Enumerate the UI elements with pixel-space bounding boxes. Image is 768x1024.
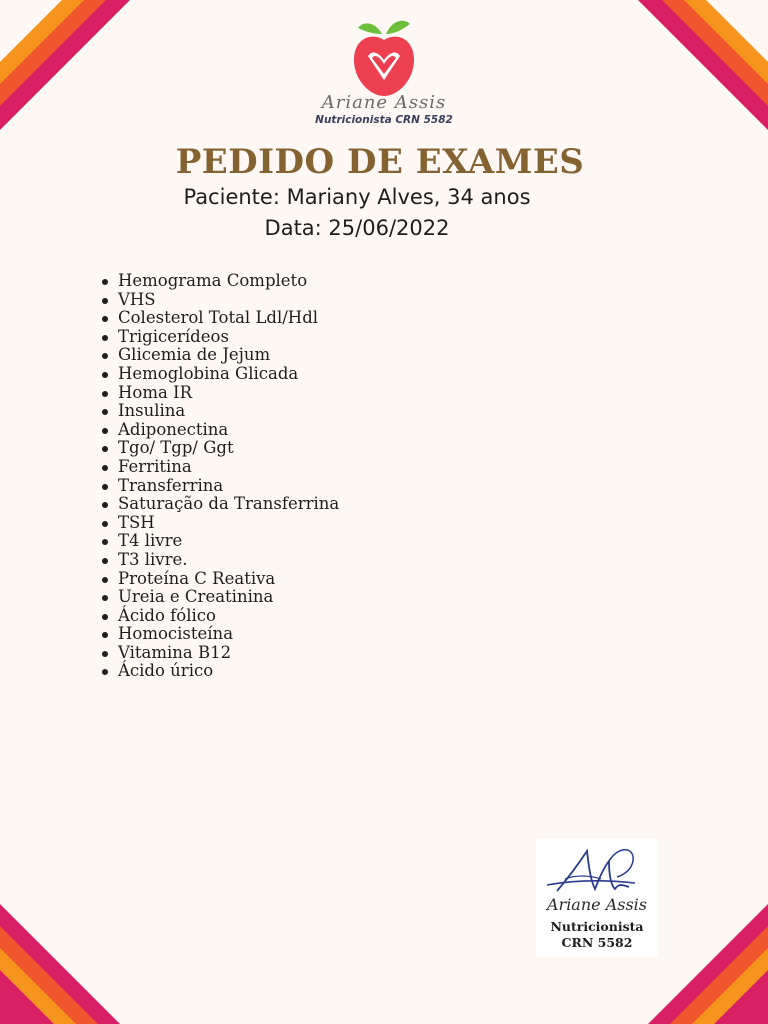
exam-label: Proteína C Reativa — [118, 568, 276, 588]
exam-item — [100, 309, 339, 328]
exam-item — [100, 402, 339, 421]
brand-subtitle: Nutricionista CRN 5582 — [315, 114, 453, 126]
exam-item — [100, 272, 339, 291]
bullet-icon — [102, 409, 108, 415]
bullet-icon — [102, 577, 108, 583]
exam-item — [100, 328, 339, 347]
exam-item — [100, 625, 339, 644]
exam-label: Adiponectina — [118, 419, 229, 439]
exam-label: Transferrina — [118, 475, 224, 495]
bullet-icon — [102, 335, 108, 341]
patient-line: Paciente: Mariany Alves, 34 anos — [183, 185, 531, 209]
brand-logo — [0, 12, 768, 126]
exam-label: Homa IR — [118, 382, 192, 402]
bullet-icon — [102, 446, 108, 452]
signature-title: Nutricionista — [550, 919, 644, 934]
bullet-icon — [102, 521, 108, 527]
bullet-icon — [102, 558, 108, 564]
document-title: PEDIDO DE EXAMES — [175, 142, 585, 182]
exam-item — [100, 551, 339, 570]
bullet-icon — [102, 502, 108, 508]
exam-label: Glicemia de Jejum — [118, 345, 271, 365]
exam-label: Homocisteína — [118, 624, 234, 644]
exam-label: VHS — [118, 289, 156, 309]
date-line: Data: 25/06/2022 — [264, 216, 450, 240]
exam-label: TSH — [118, 512, 155, 532]
exam-label: Ureia e Creatinina — [118, 587, 274, 607]
exam-item — [100, 532, 339, 551]
exam-label: T4 livre — [118, 531, 183, 551]
bullet-icon — [102, 539, 108, 545]
exam-item — [100, 439, 339, 458]
exam-label: Ácido fólico — [118, 605, 216, 625]
exam-label: T3 livre. — [118, 549, 188, 569]
exam-item — [100, 570, 339, 589]
exam-item — [100, 607, 339, 626]
bullet-icon — [102, 595, 108, 601]
exam-label: Hemograma Completo — [118, 271, 308, 290]
bullet-icon — [102, 465, 108, 471]
bullet-icon — [102, 614, 108, 620]
bullet-icon — [102, 279, 108, 285]
exam-label: Insulina — [118, 401, 186, 421]
bullet-icon — [102, 298, 108, 304]
exam-list — [100, 272, 339, 681]
exam-item — [100, 477, 339, 496]
bullet-icon — [102, 316, 108, 322]
bullet-icon — [102, 484, 108, 490]
exam-label: Hemoglobina Glicada — [118, 363, 299, 383]
bullet-icon — [102, 372, 108, 378]
exam-item — [100, 365, 339, 384]
bullet-icon — [102, 632, 108, 638]
exam-label: Tgo/ Tgp/ Ggt — [118, 438, 234, 458]
corner-stripes-bottom-left — [0, 764, 260, 1024]
exam-item — [100, 421, 339, 440]
bullet-icon — [102, 391, 108, 397]
bullet-icon — [102, 669, 108, 675]
exam-label: Vitamina B12 — [118, 642, 232, 662]
exam-label: Trigicerídeos — [118, 326, 229, 346]
bullet-icon — [102, 428, 108, 434]
exam-item — [100, 662, 339, 681]
signature-name: Ariane Assis — [546, 895, 648, 914]
exam-label: Saturação da Transferrina — [118, 494, 340, 514]
exam-label: Ferritina — [118, 456, 192, 476]
apple-heart-icon — [348, 12, 420, 98]
exam-item — [100, 514, 339, 533]
exam-item — [100, 495, 339, 514]
exam-item — [100, 588, 339, 607]
exam-label: Colesterol Total Ldl/Hdl — [118, 308, 319, 328]
exam-item — [100, 384, 339, 403]
exam-label: Ácido úrico — [118, 661, 214, 681]
exam-item — [100, 346, 339, 365]
bullet-icon — [102, 651, 108, 657]
signature-stamp — [536, 839, 658, 957]
bullet-icon — [102, 353, 108, 359]
exam-item — [100, 291, 339, 310]
signature-crn: CRN 5582 — [561, 935, 633, 950]
brand-name: Ariane Assis — [321, 92, 447, 113]
exam-item — [100, 458, 339, 477]
exam-item — [100, 644, 339, 663]
